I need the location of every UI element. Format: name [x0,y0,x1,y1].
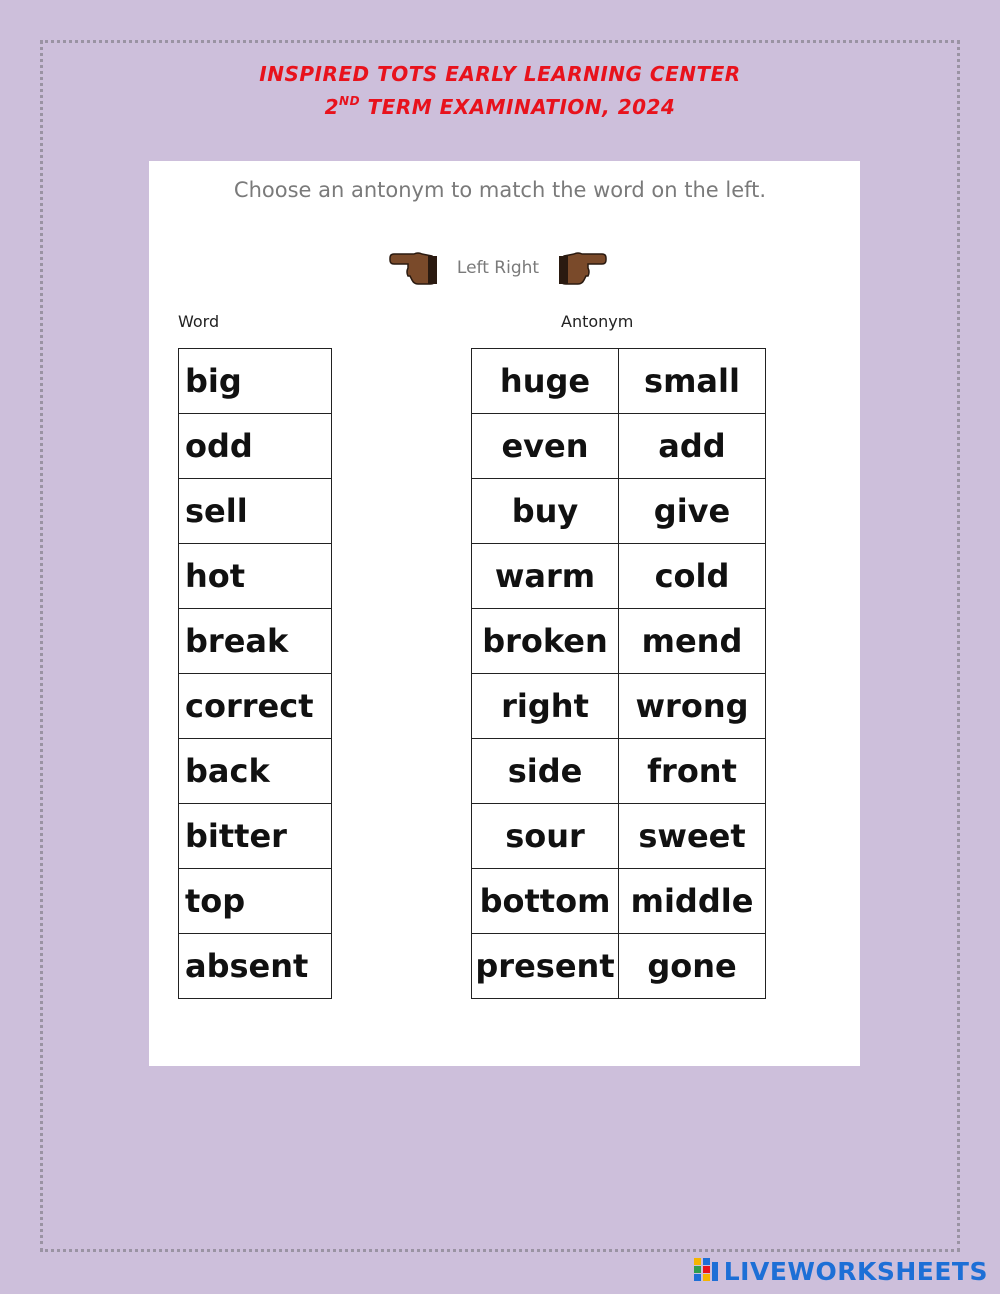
word-cell: big [179,349,332,414]
word-column-header: Word [178,312,220,331]
word-row [179,739,332,804]
antonym-row [472,869,766,934]
word-cell: back [179,739,332,804]
antonym-option[interactable]: present [472,934,619,999]
word-cell: break [179,609,332,674]
antonym-option[interactable]: warm [472,544,619,609]
antonym-option[interactable]: buy [472,479,619,544]
antonym-option[interactable]: middle [619,869,766,934]
antonym-option[interactable]: broken [472,609,619,674]
antonym-option[interactable]: gone [619,934,766,999]
antonym-option[interactable]: sweet [619,804,766,869]
word-row [179,414,332,479]
word-row [179,804,332,869]
antonym-option[interactable]: small [619,349,766,414]
antonym-option[interactable]: wrong [619,674,766,739]
antonym-row [472,609,766,674]
word-row [179,544,332,609]
word-cell: correct [179,674,332,739]
word-row [179,934,332,999]
antonym-option[interactable]: cold [619,544,766,609]
antonym-table [471,348,766,999]
antonym-option[interactable]: add [619,414,766,479]
liveworksheets-logo-icon [694,1256,720,1286]
word-cell: bitter [179,804,332,869]
antonym-row [472,739,766,804]
school-name: INSPIRED TOTS EARLY LEARNING CENTER [259,62,741,86]
antonym-option[interactable]: sour [472,804,619,869]
antonym-row [472,544,766,609]
antonym-row [472,804,766,869]
antonym-row [472,349,766,414]
pointing-right-hand-icon [558,246,608,292]
antonym-option[interactable]: bottom [472,869,619,934]
word-row [179,609,332,674]
antonym-column-header: Antonym [561,312,634,331]
antonym-row [472,934,766,999]
word-table [178,348,332,999]
antonym-option[interactable]: huge [472,349,619,414]
word-cell: absent [179,934,332,999]
antonym-option[interactable]: front [619,739,766,804]
antonym-row [472,674,766,739]
word-cell: odd [179,414,332,479]
word-cell: sell [179,479,332,544]
word-row [179,869,332,934]
exam-title: 2ND TERM EXAMINATION, 2024 [324,94,676,119]
antonym-option[interactable]: give [619,479,766,544]
antonym-row [472,479,766,544]
word-row [179,479,332,544]
word-row [179,674,332,739]
word-cell: hot [179,544,332,609]
word-cell: top [179,869,332,934]
left-right-label: Left Right [456,258,540,278]
antonym-option[interactable]: side [472,739,619,804]
antonym-option[interactable]: even [472,414,619,479]
antonym-option[interactable]: mend [619,609,766,674]
antonym-row [472,414,766,479]
liveworksheets-logo[interactable] [694,1256,988,1286]
word-row [179,349,332,414]
antonym-option[interactable]: right [472,674,619,739]
instruction-text: Choose an antonym to match the word on the left. [233,178,767,202]
liveworksheets-logo-text: LIVEWORKSHEETS [723,1256,988,1286]
left-right-hint [388,246,608,290]
